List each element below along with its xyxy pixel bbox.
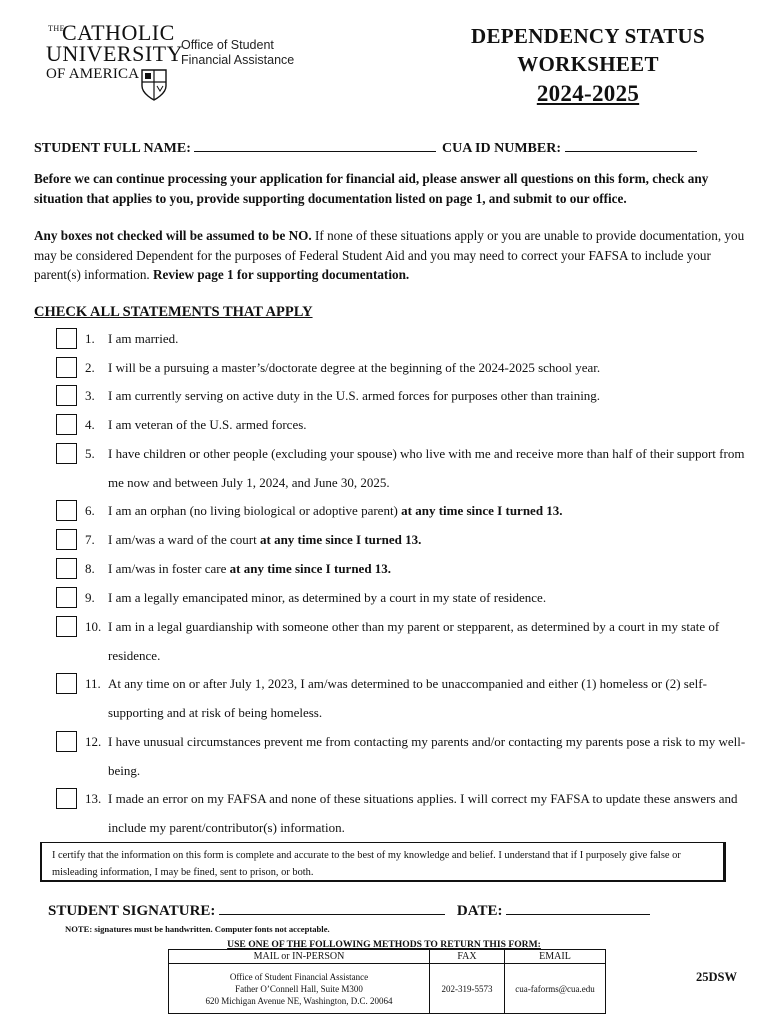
checkbox-4[interactable] xyxy=(56,414,77,435)
column-header-email: EMAIL xyxy=(505,950,606,964)
item-number: 12. xyxy=(85,734,102,749)
item-text: I am/was in foster care at any time since I turned 13. xyxy=(108,561,392,576)
signature-label: STUDENT SIGNATURE: xyxy=(48,903,216,919)
item-text: I am veteran of the U.S. armed forces. xyxy=(108,417,307,432)
item-text: I am a legally emancipated minor, as determined by a court in my state of residence. xyxy=(108,590,547,605)
item-number: 9. xyxy=(85,590,95,605)
item-number: 4. xyxy=(85,417,95,432)
logo-the: THE xyxy=(48,24,66,33)
checkbox-7[interactable] xyxy=(56,529,77,550)
mail-address-cell xyxy=(169,964,430,1014)
item-text: I made an error on my FAFSA and none of these situations applies. I will correct my FAFSA to update these answers and include my parent/contributor(s) information. xyxy=(108,791,738,835)
checkbox-9[interactable] xyxy=(56,587,77,608)
office-line-2: Financial Assistance xyxy=(181,53,295,67)
return-methods-table xyxy=(168,949,606,1014)
intro-paragraph-2 xyxy=(34,226,750,285)
column-header-fax: FAX xyxy=(430,950,505,964)
signature-input[interactable] xyxy=(219,900,445,915)
mail-line-1: Office of Student Financial Assistance xyxy=(229,971,369,982)
item-text: I am/was a ward of the court at any time since I turned 13. xyxy=(108,532,422,547)
shield-icon xyxy=(140,68,168,102)
cua-id-input[interactable] xyxy=(565,137,697,152)
item-number: 5. xyxy=(85,446,95,461)
item-text: I am currently serving on active duty in the U.S. armed forces for purposes other than training. xyxy=(108,388,601,403)
item-text: I am an orphan (no living biological or adoptive parent) at any time since I turned 13. xyxy=(108,503,563,518)
office-name xyxy=(181,38,294,68)
mail-line-3: 620 Michigan Avenue NE, Washington, D.C. 20064 xyxy=(205,995,393,1006)
item-number: 10. xyxy=(85,619,102,634)
item-text: At any time on or after July 1, 2023, I am/was determined to be unaccompanied and either (1) homeless or (2) self-supporting and at risk of being homeless. xyxy=(108,676,707,720)
column-header-mail: MAIL or IN-PERSON xyxy=(169,950,430,964)
checkbox-5[interactable] xyxy=(56,443,77,464)
date-label: DATE: xyxy=(456,903,503,919)
item-number: 11. xyxy=(85,676,101,691)
intro-text: If none of these situations apply or you are unable to provide documentation, you may be considered Dependent for the purposes of Federal Student Aid and you may need to correct your FAFSA to include your parent(s) information. xyxy=(34,228,745,282)
signature-note: NOTE: signatures must be handwritten. Computer fonts not acceptable. xyxy=(65,924,330,934)
item-number: 1. xyxy=(85,331,95,346)
checkbox-12[interactable] xyxy=(56,731,77,752)
checkbox-11[interactable] xyxy=(56,673,77,694)
cua-id-label: CUA ID NUMBER: xyxy=(442,141,561,156)
mail-line-2: Father O’Connell Hall, Suite M300 xyxy=(235,983,363,994)
item-number: 2. xyxy=(85,360,95,375)
student-name-input[interactable] xyxy=(194,137,436,152)
item-number: 6. xyxy=(85,503,95,518)
checkbox-2[interactable] xyxy=(56,357,77,378)
intro-bold-end: Review page 1 for supporting documentation. xyxy=(153,267,410,282)
item-number: 8. xyxy=(85,561,95,576)
item-text: I am married. xyxy=(108,331,179,346)
office-line-1: Office of Student xyxy=(181,38,274,52)
intro-paragraph-1: Before we can continue processing your application for financial aid, please answer all questions on this form, check any situation that applies to you, provide supporting documentation listed on page 1, and submit to our office. xyxy=(34,171,709,206)
logo-line-2: UNIVERSITY xyxy=(46,41,183,66)
checkbox-1[interactable] xyxy=(56,328,77,349)
intro-bold-start: Any boxes not checked will be assumed to be NO. xyxy=(34,228,312,243)
title-line-1: DEPENDENCY STATUS xyxy=(471,24,705,48)
item-number: 7. xyxy=(85,532,95,547)
checkbox-13[interactable] xyxy=(56,788,77,809)
item-text: I am in a legal guardianship with someone other than my parent or stepparent, as determined by a court in my state of residence. xyxy=(108,619,720,663)
checkbox-6[interactable] xyxy=(56,500,77,521)
date-input[interactable] xyxy=(506,900,650,915)
item-text: I have children or other people (excluding your spouse) who live with me and receive more than half of their support from me now and between July 1, 2024, and June 30, 2025. xyxy=(108,446,745,490)
signature-row xyxy=(48,900,650,920)
student-name-label: STUDENT FULL NAME: xyxy=(34,141,191,156)
logo-line-3: OF AMERICA xyxy=(46,66,140,82)
item-number: 13. xyxy=(85,791,102,806)
checkbox-8[interactable] xyxy=(56,558,77,579)
checkbox-3[interactable] xyxy=(56,385,77,406)
form-code: 25DSW xyxy=(696,970,737,984)
item-text: I will be a pursuing a master’s/doctorate degree at the beginning of the 2024-2025 school year. xyxy=(108,360,601,375)
checkbox-10[interactable] xyxy=(56,616,77,637)
title-year: 2024-2025 xyxy=(536,81,640,106)
checklist-heading: CHECK ALL STATEMENTS THAT APPLY xyxy=(34,304,313,320)
item-number: 3. xyxy=(85,388,95,403)
title-line-2: WORKSHEET xyxy=(517,52,659,76)
certification-statement: I certify that the information on this form is complete and accurate to the best of my knowledge and belief. I understand that if I purposely give false or misleading information, I may be fined, sent to prison, or both. xyxy=(40,842,726,882)
return-methods-heading: USE ONE OF THE FOLLOWING METHODS TO RETURN THIS FORM: xyxy=(227,939,541,950)
cua-id-field xyxy=(442,137,697,157)
form-title xyxy=(440,22,736,108)
email-address[interactable]: cua-faforms@cua.edu xyxy=(505,964,606,1014)
fax-number: 202-319-5573 xyxy=(430,964,505,1014)
student-name-field xyxy=(34,137,436,157)
logo-line-1: CATHOLIC xyxy=(62,20,175,45)
item-text: I have unusual circumstances prevent me from contacting my parents and/or contacting my parents pose a risk to my well-being. xyxy=(108,734,746,778)
